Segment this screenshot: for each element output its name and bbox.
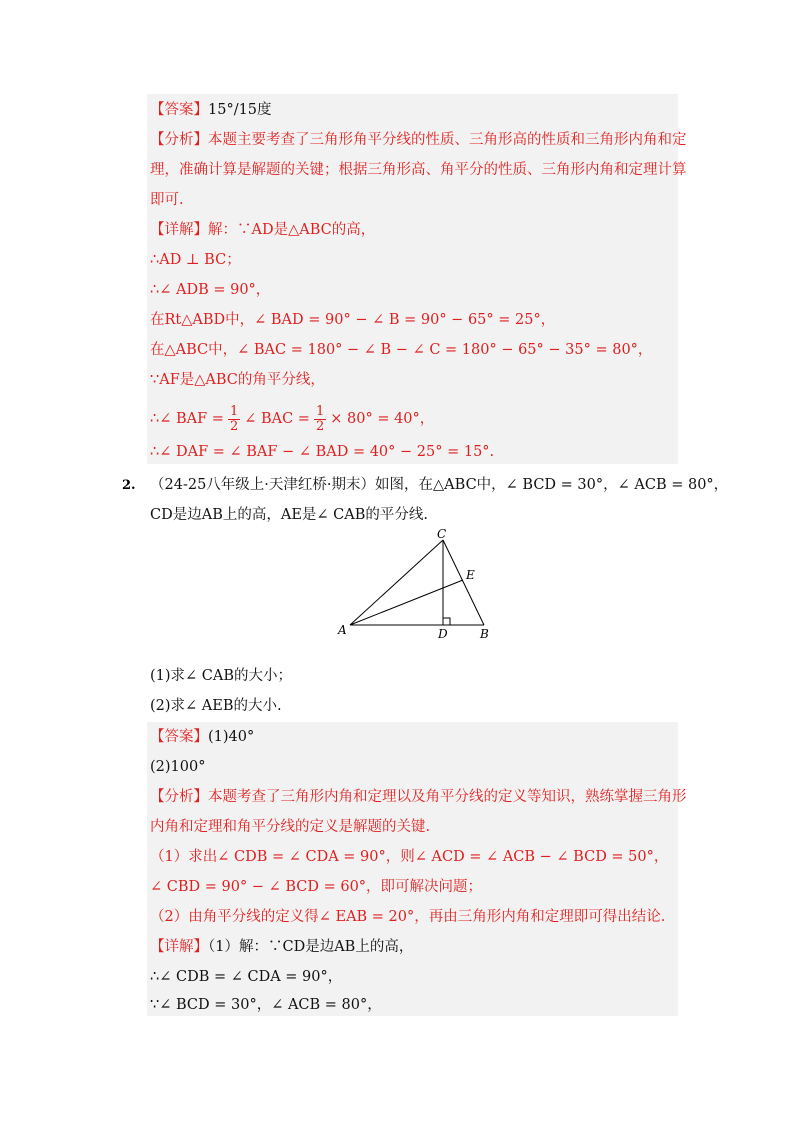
q2-analysis-line-4: ∠ CBD = 90° − ∠ BCD = 60°，即可解决问题；: [150, 879, 483, 895]
q2-analysis-line-1: 【分析】本题考查了三角形内角和定理以及角平分线的定义等知识，熟练掌握三角形: [150, 789, 687, 805]
fraction-one-half: $\frac{1}{2}$: [229, 403, 239, 434]
q1-detail-line-2: ∴AD ⊥ BC；: [150, 252, 241, 268]
segment-CB: [443, 540, 484, 625]
q2-analysis-line-5: （2）由角平分线的定义得∠ EAB = 20°，再由三角形内角和定理即可得出结论.: [150, 909, 666, 925]
q1-detail-line-7: ∴∠ BAF = $\frac{1}{2}$ ∠ BAC = $\frac{1}{2}$ × 80° = 40°，: [150, 403, 435, 434]
question-number: 2.: [122, 478, 136, 493]
q2-detail-line-2: ∴∠ CDB = ∠ CDA = 90°，: [150, 969, 343, 985]
label-C: C: [437, 528, 447, 541]
q1-analysis-line-3: 即可.: [150, 192, 184, 208]
q1-detail-line-6: ∵AF是△ABC的角平分线，: [150, 372, 325, 388]
q1-analysis-line-1: 【分析】本题主要考查了三角形角平分线的性质、三角形高的性质和三角形内角和定: [150, 132, 687, 148]
q2-stem-line-1: （24-25八年级上·天津红桥·期末）如图，在△ABC中，∠ BCD = 30°，∠ ACB = 80°，: [150, 477, 729, 493]
q2-answer-1: 【答案】(1)40°: [150, 729, 255, 745]
q1-detail-line-5: 在△ABC中，∠ BAC = 180° − ∠ B − ∠ C = 180° − 65° − 35° = 80°，: [150, 342, 653, 358]
right-angle-mark: [443, 618, 450, 625]
triangle-figure: [330, 528, 500, 644]
fraction-one-half: $\frac{1}{2}$: [315, 403, 325, 434]
q1-detail-line-1: 【详解】解：∵AD是△ABC的高，: [150, 222, 376, 238]
q2-answer-2: (2)100°: [150, 759, 206, 775]
label-A: A: [338, 623, 347, 637]
label-B: B: [480, 627, 489, 641]
q2-analysis-line-2: 内角和定理和角平分线的定义是解题的关键.: [150, 819, 431, 835]
q2-detail-line-1: 【详解】（1）解：∵CD是边AB上的高，: [150, 939, 414, 955]
q1-analysis-line-2: 理，准确计算是解题的关键；根据三角形高、角平分的性质、三角形内角和定理计算: [150, 162, 687, 178]
label-D: D: [438, 627, 448, 641]
q2-detail-line-3: ∵∠ BCD = 30°，∠ ACB = 80°，: [150, 997, 382, 1013]
q1-detail-line-4: 在Rt△ABD中，∠ BAD = 90° − ∠ B = 90° − 65° = 25°，: [150, 312, 556, 328]
q2-stem-line-2: CD是边AB上的高，AE是∠ CAB的平分线.: [150, 507, 428, 523]
label-E: E: [466, 568, 475, 582]
segment-AC: [350, 540, 443, 625]
q2-sub-question-2: (2)求∠ AEB的大小.: [150, 698, 282, 714]
q1-detail-line-8: ∴∠ DAF = ∠ BAF − ∠ BAD = 40° − 25° = 15°.: [150, 444, 495, 460]
q2-analysis-line-3: （1）求出∠ CDB = ∠ CDA = 90°，则∠ ACD = ∠ ACB − ∠ BCD = 50°，: [150, 849, 669, 865]
q1-detail-line-3: ∴∠ ADB = 90°，: [150, 282, 271, 298]
q2-sub-question-1: (1)求∠ CAB的大小；: [150, 668, 293, 684]
q1-answer: 【答案】15°/15度: [150, 102, 272, 118]
